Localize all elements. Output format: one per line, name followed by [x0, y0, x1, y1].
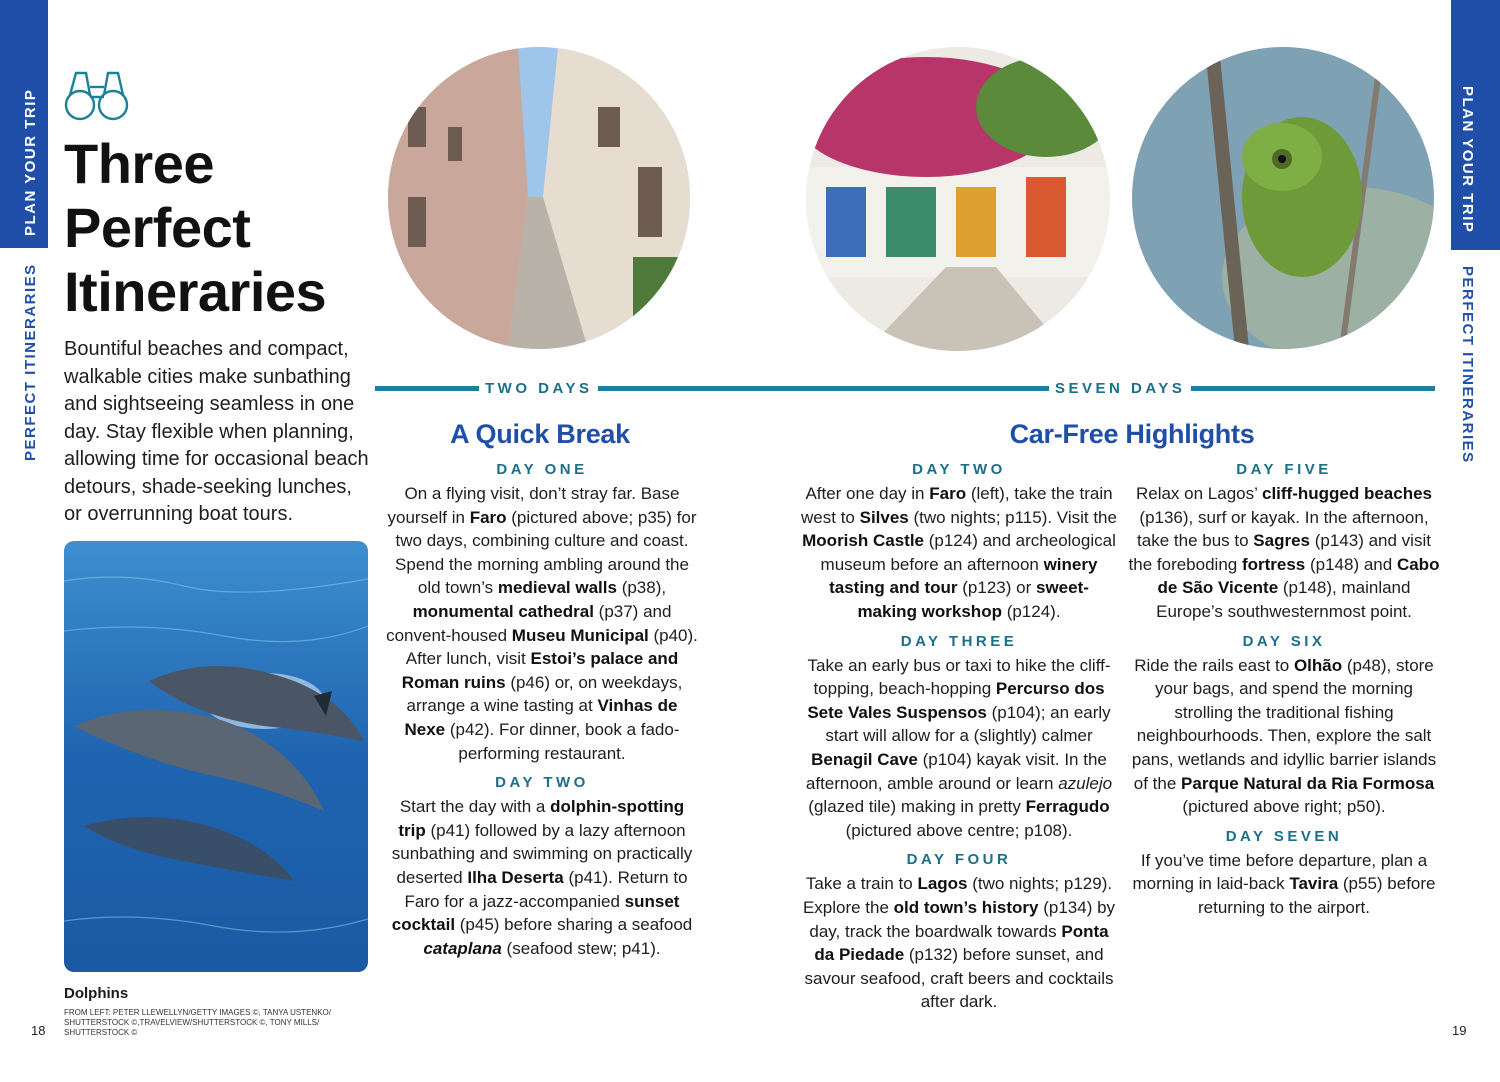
day-heading: DAY THREE	[900, 632, 1018, 650]
page-number-right: 19	[1452, 1023, 1467, 1038]
day-text: After one day in Faro (left), take the train west to Silves (two nights; p115). Visit the Moorish Castle (p124) and archeological museum before an afternoon winery tasting and tour (p123) or sweet-making workshop (p124).	[801, 484, 1117, 621]
two-days-column	[384, 460, 700, 960]
day-text: Take an early bus or taxi to hike the cliff-topping, beach-hopping Percurso dos Sete Vales Suspensos (p104); an early start will allow for a (slightly) calmer Benagil Cave (p104) kayak visit. In the afternoon, amble around or learn azulejo (glazed tile) making in pretty Ferragudo (pictured above centre; p108).	[805, 655, 1113, 840]
day-text: Ride the rails east to Olhão (p48), store your bags, and spend the morning strolling the traditional fishing neighbourhoods. Then, explore the salt pans, wetlands and idyllic barrier islands of the Parque Natural da Ria Formosa (pictured above right; p50).	[1131, 655, 1437, 817]
two-days-title: A Quick Break	[450, 419, 630, 449]
day-heading: DAY FOUR	[906, 851, 1012, 869]
photo-caption: Dolphins	[64, 985, 129, 1002]
left-tab-perfect-itineraries: PERFECT ITINERARIES	[22, 263, 39, 461]
page-number-left: 18	[31, 1023, 46, 1038]
day-heading: DAY ONE	[496, 461, 588, 478]
two-days-label: TWO DAYS	[479, 380, 598, 397]
right-tab-perfect-itineraries: PERFECT ITINERARIES	[1459, 266, 1476, 464]
day-heading: DAY SIX	[1242, 632, 1326, 650]
seven-days-title: Car-Free Highlights	[1009, 419, 1255, 449]
faro-street-photo	[388, 47, 690, 349]
day-heading: DAY TWO	[495, 774, 589, 792]
title-line: Perfect	[64, 196, 251, 259]
day-heading: DAY FIVE	[1236, 461, 1332, 478]
left-tab-plan-your-trip: PLAN YOUR TRIP	[22, 88, 39, 236]
day-text: Take a train to Lagos (two nights; p129). Explore the old town’s history (p134) by day, track the boardwalk towards Ponta da Piedade (p132) before sunset, and savour seafood, craft beers and cocktails after dark.	[802, 874, 1116, 1012]
day-heading: DAY TWO	[912, 461, 1006, 478]
intro-paragraph: Bountiful beaches and compact, walkable cities make sunbathing and sightseeing seamless in one day. Stay flexible when planning, allowing time for occasional beach detours, shade-seeking lunches, or overrunning boat tours.	[64, 338, 369, 525]
chameleon-photo	[1132, 47, 1434, 349]
right-tab-plan-your-trip: PLAN YOUR TRIP	[1459, 86, 1476, 234]
binoculars-icon	[62, 67, 132, 123]
seven-days-column-b	[1126, 460, 1442, 920]
title-line: Itineraries	[64, 260, 327, 323]
day-text: If you’ve time before departure, plan a morning in laid-back Tavira (p55) before returning to the airport.	[1132, 850, 1436, 917]
page-title	[64, 132, 326, 324]
photo-credits: FROM LEFT: PETER LLEWELLYN/GETTY IMAGES ©, TANYA USTENKO/ SHUTTERSTOCK ©,TRAVELVIEW/SHUTTERSTOCK ©, TONY MILLS/ SHUTTERSTOCK ©	[64, 1008, 331, 1037]
ferragudo-street-photo	[806, 47, 1110, 351]
seven-days-column-a	[800, 460, 1118, 1014]
day-heading: DAY SEVEN	[1225, 827, 1343, 845]
seven-days-label: SEVEN DAYS	[1049, 380, 1191, 397]
day-text: On a flying visit, don’t stray far. Base yourself in Faro (pictured above; p35) for two days, combining culture and coast. Spend the morning ambling around the old town’s medieval walls (p38), monumental cathedral (p37) and convent-housed Museu Municipal (p40). After lunch, visit Estoi’s palace and Roman ruins (p46) or, on weekdays, arrange a wine tasting at Vinhas de Nexe (p42). For dinner, book a fado-performing restaurant.	[386, 484, 698, 763]
day-text: Start the day with a dolphin-spotting trip (p41) followed by a lazy afternoon sunbathing and swimming on practically deserted Ilha Deserta (p41). Return to Faro for a jazz-accompanied sunset cocktail (p45) before sharing a seafood cataplana (seafood stew; p41).	[391, 797, 693, 958]
dolphins-photo	[64, 541, 368, 972]
day-text: Relax on Lagos’ cliff-hugged beaches (p136), surf or kayak. In the afternoon, take the bus to Sagres (p143) and visit the foreboding fortress (p148) and Cabo de São Vicente (p148), mainland Europe’s southwesternmost point.	[1128, 484, 1440, 621]
title-line: Three	[64, 132, 214, 195]
